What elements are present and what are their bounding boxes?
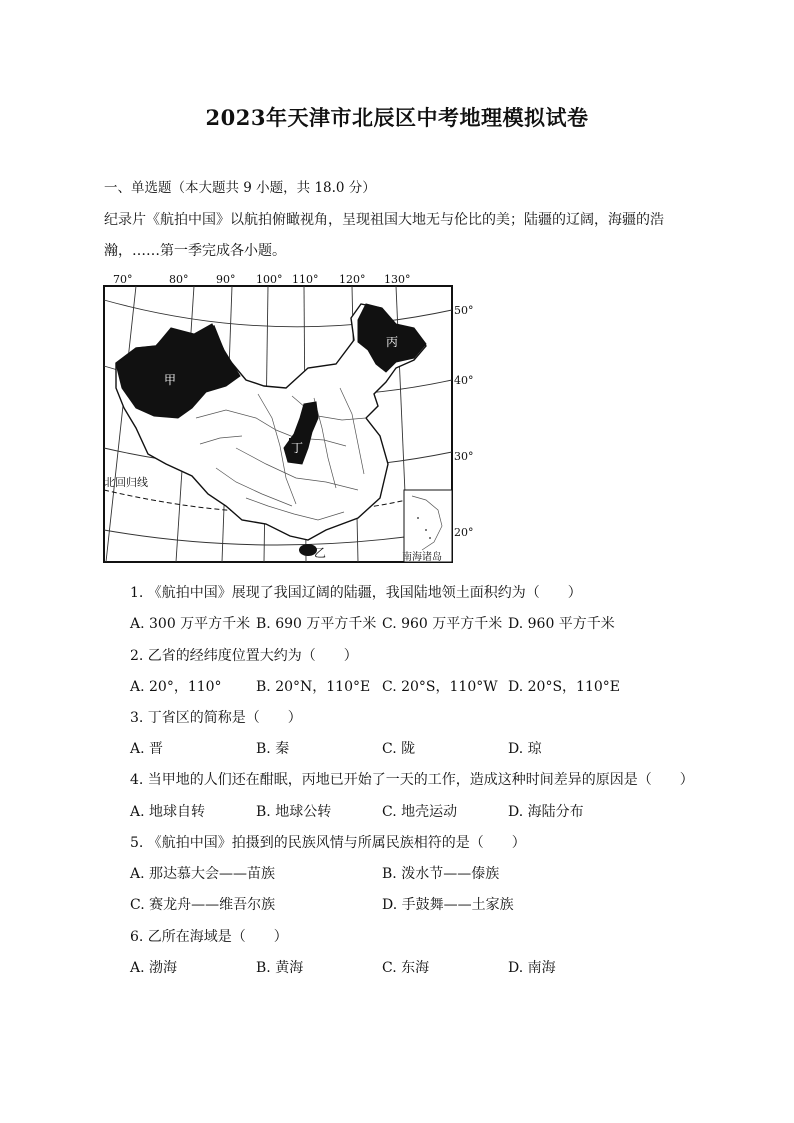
lon-label: 80° [169,273,189,286]
lat-label: 40° [454,374,474,387]
option-5a[interactable]: A. 那达慕大会——苗族 [130,866,276,882]
lat-label: 20° [454,526,474,539]
option-4a[interactable]: A. 地球自转 [130,804,206,820]
lon-label: 110° [292,273,319,286]
option-2a[interactable]: A. 20°，110° [130,679,222,695]
option-4b[interactable]: B. 地球公转 [256,804,332,820]
option-3a[interactable]: A. 晋 [130,741,164,757]
option-2b[interactable]: B. 20°N，110°E [256,679,371,695]
tropic-label: 北回归线 [104,476,148,489]
option-3d[interactable]: D. 琼 [508,741,542,757]
option-3b[interactable]: B. 秦 [256,741,290,757]
inset-label: 南海诸岛 [402,552,442,563]
option-1b[interactable]: B. 690 万平方千米 [256,616,377,632]
lat-label: 50° [454,304,474,317]
china-map [96,268,476,568]
option-6b[interactable]: B. 黄海 [256,960,304,976]
option-1c[interactable]: C. 960 万平方千米 [382,616,503,632]
lon-label: 70° [113,273,133,286]
question-2: 2. 乙省的经纬度位置大约为（ ） [130,648,358,664]
question-4: 4. 当甲地的人们还在酣眠，丙地已开始了一天的工作，造成这种时间差异的原因是（ ） [130,772,694,788]
question-1: 1. 《航拍中国》展现了我国辽阔的陆疆，我国陆地领土面积约为（ ） [130,585,582,601]
option-2d[interactable]: D. 20°S，110°E [508,679,620,695]
page-title: 2023年天津市北辰区中考地理模拟试卷 [205,105,589,130]
option-4d[interactable]: D. 海陆分布 [508,804,584,820]
option-6c[interactable]: C. 东海 [382,960,430,976]
intro-paragraph: 纪录片《航拍中国》以航拍俯瞰视角，呈现祖国大地无与伦比的美；陆疆的辽阔，海疆的浩瀚，……第一季完成各小题。 [104,212,664,259]
label-yi: 乙 [314,546,327,560]
option-6a[interactable]: A. 渤海 [130,960,178,976]
china-map-figure [96,268,476,568]
option-6d[interactable]: D. 南海 [508,960,556,976]
label-ding: 丁 [291,441,304,455]
lon-label: 130° [384,273,411,286]
label-jia: 甲 [164,373,177,387]
option-4c[interactable]: C. 地壳运动 [382,804,458,820]
lat-label: 30° [454,450,474,463]
lon-label: 100° [256,273,283,286]
option-5c[interactable]: C. 赛龙舟——维吾尔族 [130,897,276,913]
option-1a[interactable]: A. 300 万平方千米 [130,616,251,632]
south-sea-inset [402,490,452,563]
question-6: 6. 乙所在海域是（ ） [130,929,288,945]
lon-label: 120° [339,273,366,286]
option-2c[interactable]: C. 20°S，110°W [382,679,498,695]
option-3c[interactable]: C. 陇 [382,741,416,757]
label-bing: 丙 [386,335,399,349]
question-5: 5. 《航拍中国》拍摄到的民族风情与所属民族相符的是（ ） [130,835,526,851]
option-5b[interactable]: B. 泼水节——傣族 [382,866,500,882]
section-header: 一、单选题（本大题共 9 小题，共 18.0 分） [104,180,376,196]
option-1d[interactable]: D. 960 平方千米 [508,616,615,632]
option-5d[interactable]: D. 手鼓舞——土家族 [382,897,514,913]
question-3: 3. 丁省区的简称是（ ） [130,710,302,726]
lon-label: 90° [216,273,236,286]
